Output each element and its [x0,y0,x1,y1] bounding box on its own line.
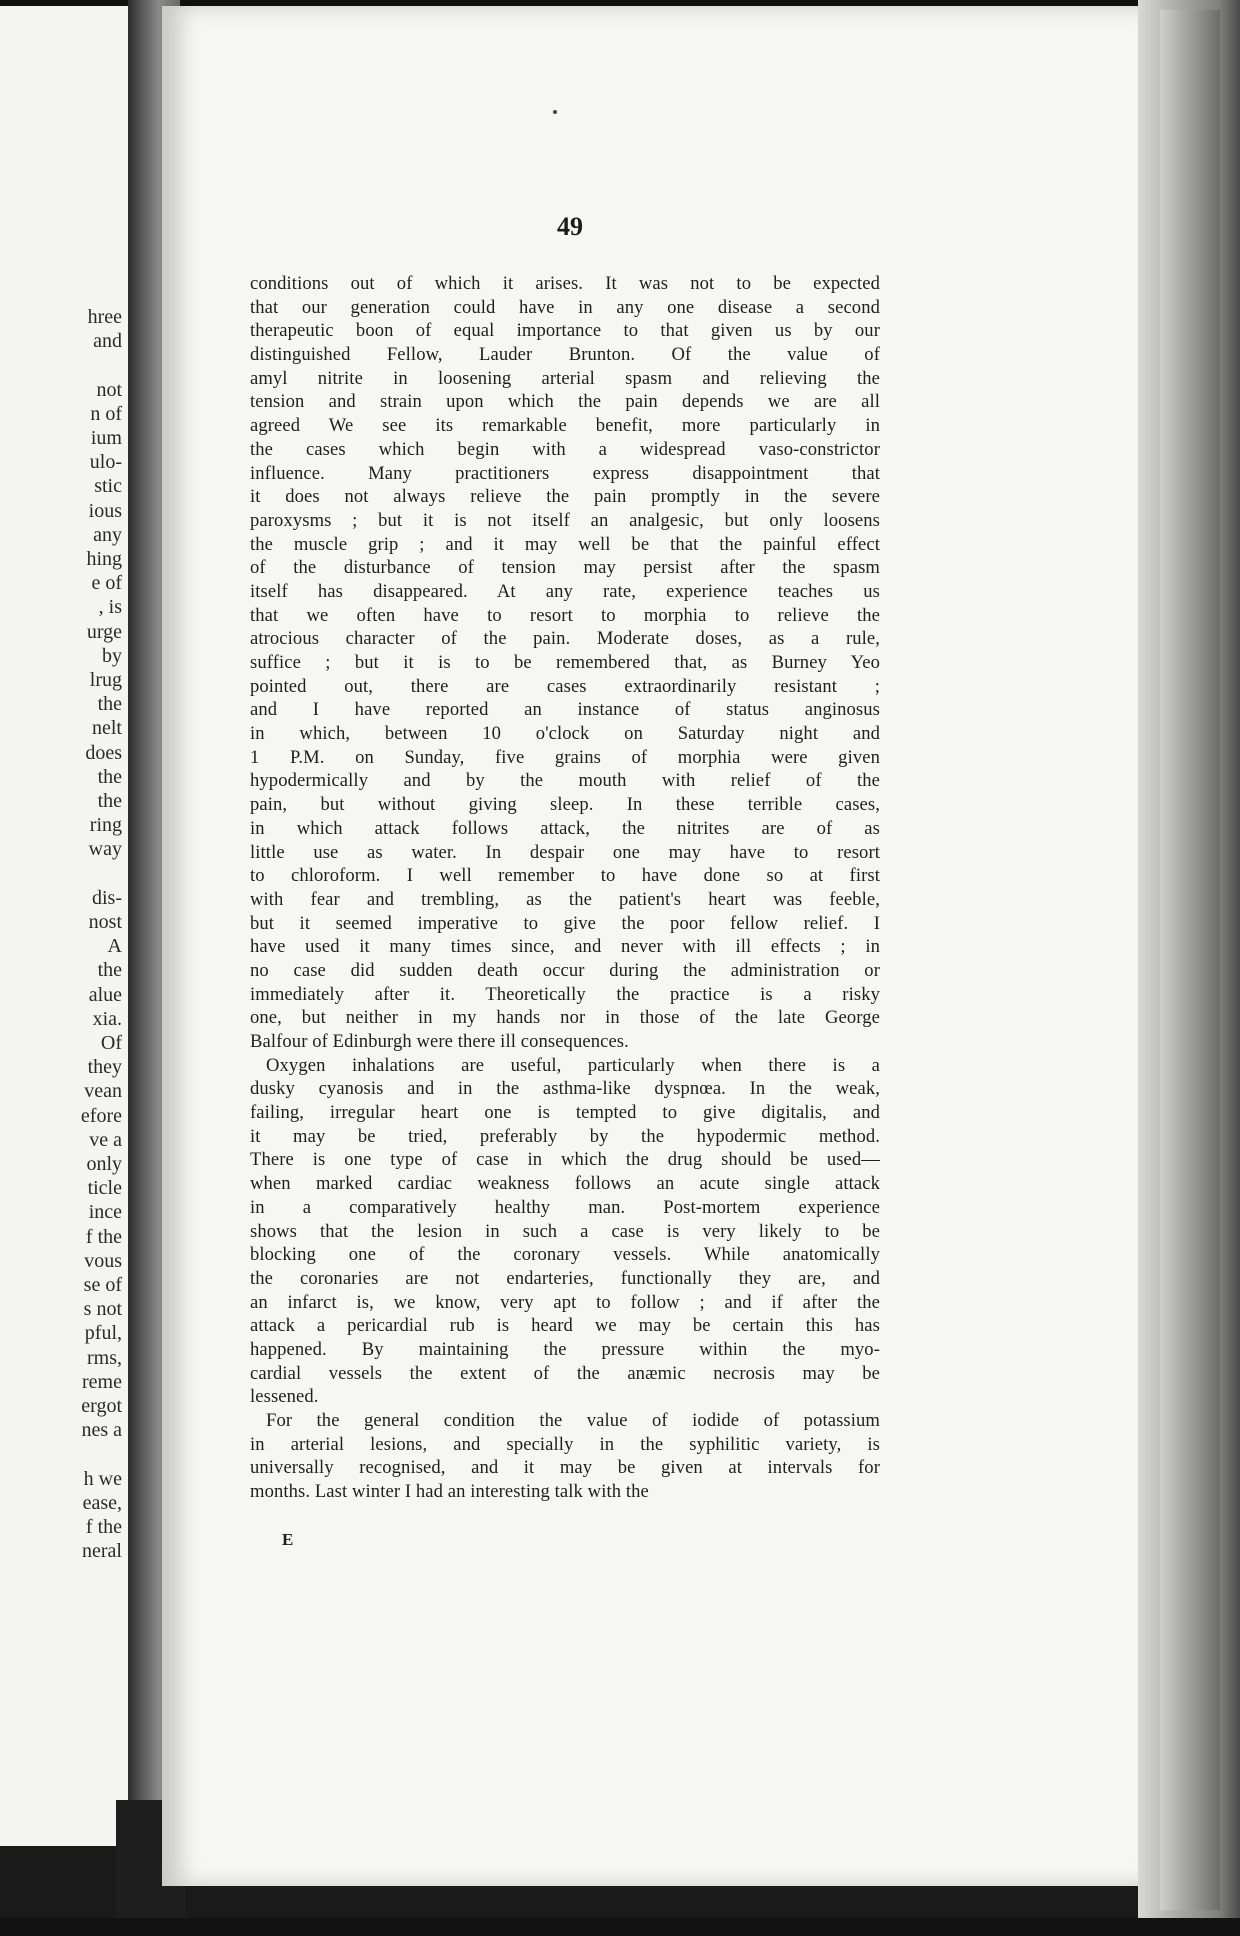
left-page-fragment: nelt [92,717,122,740]
scan-speck [553,110,557,114]
left-page-fragment: f the [85,1225,122,1248]
text-line: pain, but without giving sleep. In these terrible cases, [250,794,880,816]
text-line: shows that the lesion in such a case is very likely to be [250,1220,880,1242]
text-line: the cases which begin with a widespread vaso-constrictor [250,438,880,460]
text-line: paroxysms ; but it is not itself an analgesic, but only loosens [250,509,880,531]
left-facing-page [0,6,128,1846]
left-page-fragment: does [85,741,122,764]
text-line: it may be tried, preferably by the hypodermic method. [250,1125,880,1147]
left-page-fragment: urge [86,620,122,643]
left-page-fragment: reme [82,1370,122,1393]
left-page-fragment: ring [89,814,122,837]
text-line: little use as water. In despair one may have to resort [250,841,880,863]
left-page-fragment: not [96,378,122,401]
left-page-fragment: nost [88,911,122,933]
text-line: cardial vessels the extent of the anæmic necrosis may be [250,1362,880,1384]
left-page-fragment: and [93,330,122,353]
left-page-fragment: ulo- [89,451,122,474]
text-line: distinguished Fellow, Lauder Brunton. Of the value of [250,344,880,366]
text-line: itself has disappeared. At any rate, experience teaches us [250,580,880,602]
text-line: Oxygen inhalations are useful, particularly when there is a [266,1054,880,1076]
text-line: and I have reported an instance of status anginosus [250,699,880,721]
left-page-fragment: ticle [87,1177,122,1200]
left-page-fragment: lrug [89,669,122,691]
page-number: 49 [557,212,583,241]
left-page-fragment: n of [90,402,122,425]
left-page-fragment: ease, [82,1491,122,1514]
text-line: in which attack follows attack, the nitrites are of as [250,817,880,839]
left-page-fragment: ve a [89,1128,122,1151]
left-page-fragment: any [93,523,122,546]
text-line: attack a pericardial rub is heard we may be certain this has [250,1315,880,1337]
left-page-fragment: vean [84,1080,122,1103]
text-line: blocking one of the coronary vessels. While anatomically [250,1244,880,1266]
text-line: suffice ; but it is to be remembered that, as Burney Yeo [250,652,880,673]
text-line: one, but neither in my hands nor in those of the late George [250,1007,880,1029]
text-line: happened. By maintaining the pressure within the myo- [250,1338,880,1360]
left-page-fragment: hing [86,548,122,570]
left-page-fragment: alue [88,983,122,1006]
text-line: that our generation could have in any one disease a second [250,296,880,318]
text-line: therapeutic boon of equal importance to that given us by our [250,320,880,342]
text-line: Balfour of Edinburgh were there ill consequences. [250,1031,629,1052]
left-page-fragment: stic [94,475,122,498]
left-page-fragment: ince [88,1201,122,1224]
body-text [250,272,880,1504]
scan-bottom-edge [0,1918,1240,1936]
text-line: no case did sudden death occur during the administration or [250,959,880,981]
text-line: There is one type of case in which the drug should be used— [250,1149,880,1171]
text-line: influence. Many practitioners express disappointment that [250,462,880,484]
text-line: in arterial lesions, and specially in the syphilitic variety, is [250,1433,880,1455]
text-line: lessened. [250,1386,319,1408]
text-line: but it seemed imperative to give the poor fellow relief. I [250,912,880,934]
text-line: atrocious character of the pain. Moderate doses, as a rule, [250,628,880,650]
left-page-fragment: the [97,693,122,716]
left-page-fragment: the [97,959,122,982]
left-page-fragment: xia. [92,1007,122,1030]
text-line: immediately after it. Theoretically the practice is a risky [250,983,880,1005]
text-line: with fear and trembling, as the patient's heart was feeble, [250,888,880,910]
right-edge-highlight [1160,10,1220,1910]
paragraph [250,1409,880,1504]
left-page-fragment: only [86,1153,122,1175]
signature-mark: E [282,1530,294,1549]
text-line: conditions out of which it arises. It was not to be expected [250,273,880,294]
paragraph [250,1054,880,1409]
left-page-fragment: Of [100,1032,122,1054]
left-page-fragment: rms, [87,1346,122,1369]
text-line: that we often have to resort to morphia to relieve the [250,604,880,626]
left-page-fragment: nes a [81,1419,122,1442]
text-line: in which, between 10 o'clock on Saturday night and [250,723,880,745]
left-page-fragment: the [97,790,122,812]
text-line: when marked cardiac weakness follows an acute single attack [250,1173,880,1195]
text-line: in a comparatively healthy man. Post-mortem experience [250,1196,880,1218]
left-page-fragment: h we [83,1467,122,1490]
left-page-fragment: f the [85,1516,122,1538]
left-page-fragment: vous [84,1249,122,1272]
paragraph [250,272,880,1054]
left-page-fragment: hree [87,306,122,328]
left-page-fragment: se of [83,1274,122,1296]
text-line: tension and strain upon which the pain depends we are all [250,391,880,413]
text-line: 1 P.M. on Sunday, five grains of morphia were given [250,746,880,768]
text-line: the muscle grip ; and it may well be that the painful effect [250,533,880,555]
text-line: universally recognised, and it may be given at intervals for [250,1457,880,1479]
text-line: an infarct is, we know, very apt to follow ; and if after the [250,1291,880,1313]
text-line: failing, irregular heart one is tempted to give digitalis, and [250,1102,880,1124]
left-page-fragment: dis- [92,886,122,909]
left-page-fragment: pful, [84,1322,122,1345]
left-page-fragment: ious [88,499,122,522]
left-page-fragment: way [88,838,122,861]
text-line: amyl nitrite in loosening arterial spasm and relieving the [250,367,880,389]
text-line: agreed We see its remarkable benefit, more particularly in [250,415,880,437]
left-page-fragment: neral [82,1540,122,1563]
text-line: of the disturbance of tension may persist after the spasm [250,557,880,579]
text-line: to chloroform. I well remember to have done so at first [250,865,880,887]
left-page-fragment: efore [80,1104,122,1127]
left-page-fragment: the [97,765,122,788]
left-page-fragment: A [107,935,122,958]
text-line: it does not always relieve the pain promptly in the severe [250,486,880,508]
text-line: months. Last winter I had an interesting talk with the [250,1481,649,1503]
left-page-fragment: ergot [81,1395,122,1417]
text-line: pointed out, there are cases extraordinarily resistant ; [250,675,880,697]
text-line: For the general condition the value of iodide of potassium [266,1410,880,1431]
text-line: hypodermically and by the mouth with relief of the [250,770,880,792]
left-page-fragment: e of [91,572,122,595]
left-page-fragment: they [87,1056,122,1079]
left-page-fragment: by [102,644,122,667]
left-page-fragment: s not [83,1298,122,1321]
text-line: the coronaries are not endarteries, functionally they are, and [250,1267,880,1289]
left-page-fragment: ium [90,427,122,449]
text-line: dusky cyanosis and in the asthma-like dyspnœa. In the weak, [250,1078,880,1100]
text-line: have used it many times since, and never with ill effects ; in [250,936,880,958]
left-page-fragment: , is [98,596,122,619]
